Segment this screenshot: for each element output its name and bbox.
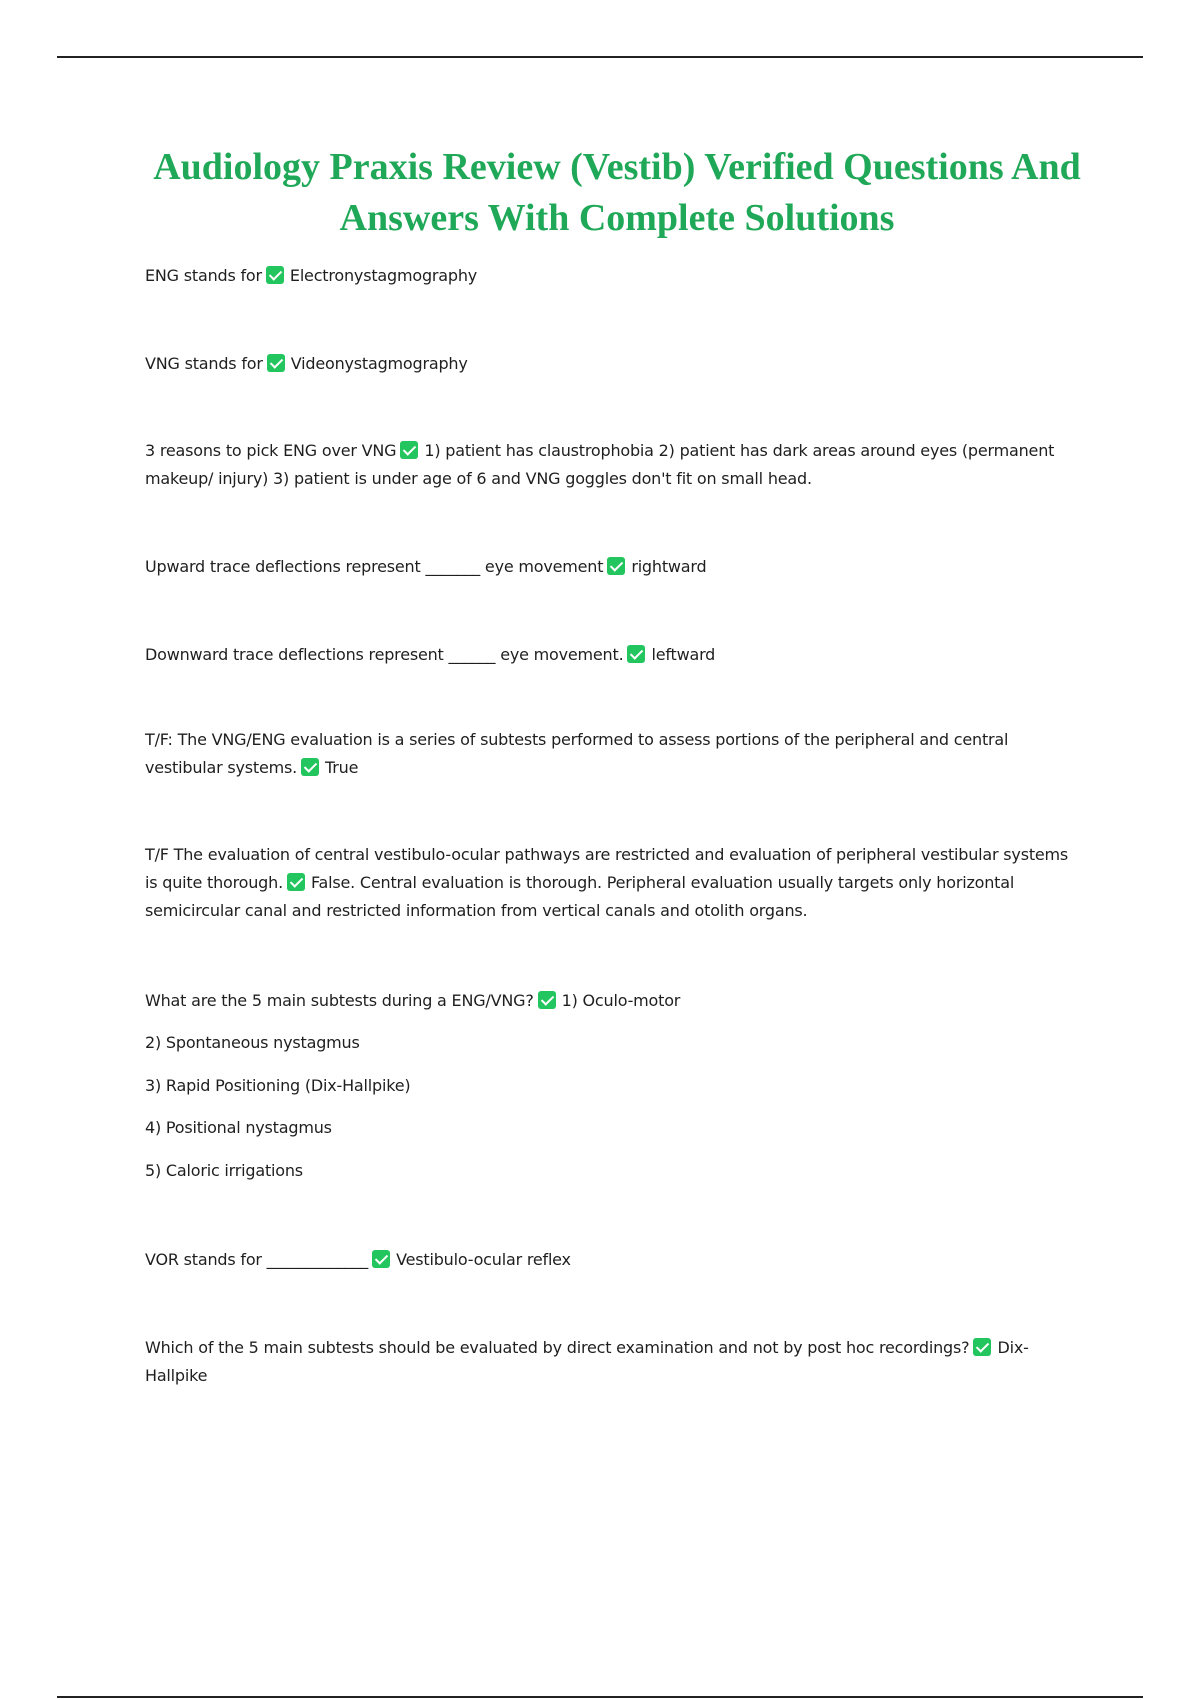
answer-text: False. Central evaluation is thorough. Peripheral evaluation usually targets only horizontal semicircular canal and restricted information from vertical canals and otolith organs. (145, 873, 1015, 920)
question-text: Upward trace deflections represent _______ eye movement (145, 557, 604, 576)
question-text: 3 reasons to pick ENG over VNG (145, 441, 397, 460)
top-rule (57, 56, 1143, 58)
qa-item-downward-deflection (145, 641, 1075, 669)
qa-item-main-subtests (145, 987, 1075, 1015)
answer-text: rightward (631, 557, 707, 576)
question-text: What are the 5 main subtests during a ENG/VNG? (145, 991, 534, 1010)
question-text: ENG stands for (145, 266, 262, 285)
check-box-icon (538, 991, 556, 1009)
question-text: Downward trace deflections represent ______ eye movement. (145, 645, 624, 664)
check-box-icon (400, 441, 418, 459)
qa-item-tf-vng-eng (145, 726, 1075, 782)
check-box-icon (627, 645, 645, 663)
answer-text: Dix-Hallpike (145, 1338, 1029, 1385)
answer-text: 1) patient has claustrophobia 2) patient has dark areas around eyes (permanent makeup/ injury) 3) patient is under age of 6 and VNG goggles don't fit on small head. (145, 441, 1055, 488)
question-text: Which of the 5 main subtests should be evaluated by direct examination and not by post hoc recordings? (145, 1338, 970, 1357)
question-text: VNG stands for (145, 354, 263, 373)
check-box-icon (287, 873, 305, 891)
answer-text: Videonystagmography (290, 354, 468, 373)
check-box-icon (267, 354, 285, 372)
check-box-icon (973, 1338, 991, 1356)
subtest-line: 4) Positional nystagmus (145, 1118, 332, 1137)
qa-item-vng (145, 350, 1075, 378)
qa-item-upward-deflection (145, 553, 1075, 581)
document-title: Audiology Praxis Review (Vestib) Verified Questions And Answers With Complete Solutions (153, 146, 1081, 239)
check-box-icon (266, 266, 284, 284)
answer-text: True (325, 758, 359, 777)
question-text: T/F The evaluation of central vestibulo-ocular pathways are restricted and evaluation of peripheral vestibular systems is quite thorough. (145, 845, 1069, 892)
subtest-line: 2) Spontaneous nystagmus (145, 1033, 360, 1052)
answer-text: Electronystagmography (289, 266, 478, 285)
bottom-rule (57, 1696, 1143, 1698)
subtest-line: 5) Caloric irrigations (145, 1161, 303, 1180)
qa-item-vor (145, 1246, 1075, 1274)
question-text: T/F: The VNG/ENG evaluation is a series of subtests performed to assess portions of the peripheral and central vestibular systems. (145, 730, 1009, 777)
subtest-line: 3) Rapid Positioning (Dix-Hallpike) (145, 1076, 411, 1095)
question-text: VOR stands for _____________ (145, 1250, 369, 1269)
answer-text: leftward (651, 645, 716, 664)
qa-item-eng (145, 262, 1075, 290)
qa-item-direct-examination (145, 1334, 1075, 1390)
check-box-icon (372, 1250, 390, 1268)
qa-item-tf-central-peripheral (145, 841, 1075, 925)
qa-item-eng-reasons (145, 437, 1075, 493)
answer-text: 1) Oculo-motor (561, 991, 681, 1010)
answer-text: Vestibulo-ocular reflex (396, 1250, 571, 1269)
check-box-icon (301, 758, 319, 776)
check-box-icon (607, 557, 625, 575)
